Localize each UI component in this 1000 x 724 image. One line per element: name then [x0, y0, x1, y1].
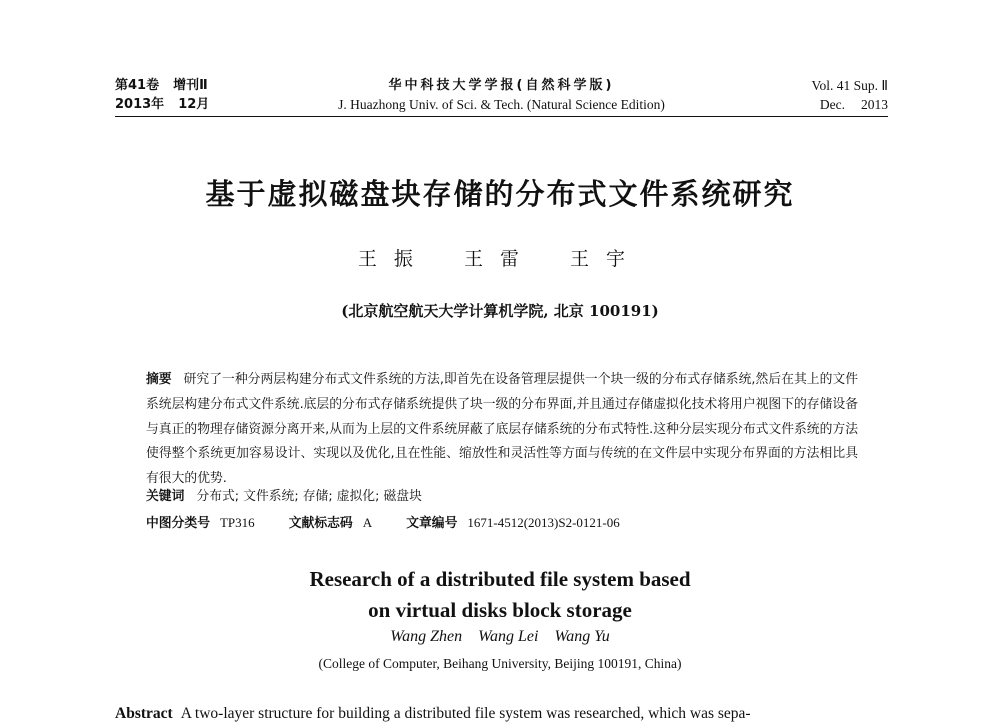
author-cn: 王雷: [463, 248, 536, 270]
keywords-text-cn: 分布式; 文件系统; 存储; 虚拟化; 磁盘块: [196, 489, 422, 504]
doc-code-value: A: [362, 515, 373, 530]
authors-cn: [0, 244, 1000, 271]
header-vol-sup: Vol. 41 Sup. Ⅱ: [811, 78, 888, 93]
keywords-cn: [146, 488, 422, 506]
title-en-line-2: on virtual disks block storage: [368, 598, 632, 622]
abstract-text-cn: 研究了一种分两层构建分布式文件系统的方法,即首先在设备管理层提供一个块一级的分布式存储系统,然后在其上的文件系统层构建分布式文件系统.底层的分布式存储系统提供了块一级的分布界面,并且通过存储虚拟化技术将用户视图下的存储设备与真正的物理存储资源分离开来,从而为上层的文件系统屏蔽了底层存储系统的分布式特性.这种分层实现分布式文件系统的方法使得整个系统更加容易设计、实现以及优化,且在性能、缩放性和灵活性等方面与传统的在文件层中实现分布界面的方法相比具有很大的优势.: [146, 372, 858, 487]
keywords-label-cn: 关键词: [146, 489, 185, 504]
class-value: TP316: [219, 515, 255, 530]
header-volume-issue: 第41卷 增刊Ⅱ: [115, 78, 208, 93]
abstract-cn: [146, 368, 858, 492]
author-en: Wang Zhen: [390, 628, 463, 645]
header-date-cn: 2013年 12月: [115, 97, 210, 112]
journal-name-cn: 华中科技大学学报(自然科学版): [388, 78, 615, 93]
doc-code-label: 文献标志码: [288, 516, 353, 531]
abstract-text-en: A two-layer structure for building a distributed file system was researched, which was sepa-: [180, 705, 751, 722]
article-no-value: 1671-4512(2013)S2-0121-06: [467, 515, 620, 530]
affiliation-en: (College of Computer, Beihang University, Beijing 100191, China): [318, 656, 682, 671]
abstract-label-cn: 摘要: [146, 372, 172, 387]
journal-name-en: J. Huazhong Univ. of Sci. & Tech. (Natural Science Edition): [338, 97, 665, 112]
author-cn: 王宇: [570, 248, 643, 270]
affiliation-cn: (北京航空航天大学计算机学院, 北京 100191): [341, 302, 659, 320]
paper-title-cn: 基于虚拟磁盘块存储的分布式文件系统研究: [205, 177, 795, 211]
abstract-label-en: Abstract: [115, 705, 173, 722]
paper-title-en: [0, 564, 1000, 626]
header-date-en: Dec. 2013: [819, 97, 888, 112]
article-no-label: 文章编号: [406, 516, 458, 531]
running-header: [115, 76, 888, 117]
title-en-line-1: Research of a distributed file system based: [309, 567, 691, 591]
author-cn: 王振: [357, 248, 430, 270]
authors-en: [0, 628, 1000, 646]
author-en: Wang Lei: [478, 628, 539, 645]
author-en: Wang Yu: [554, 628, 610, 645]
class-label: 中图分类号: [146, 516, 210, 531]
abstract-en: [115, 704, 890, 724]
classification-line: [146, 514, 620, 533]
